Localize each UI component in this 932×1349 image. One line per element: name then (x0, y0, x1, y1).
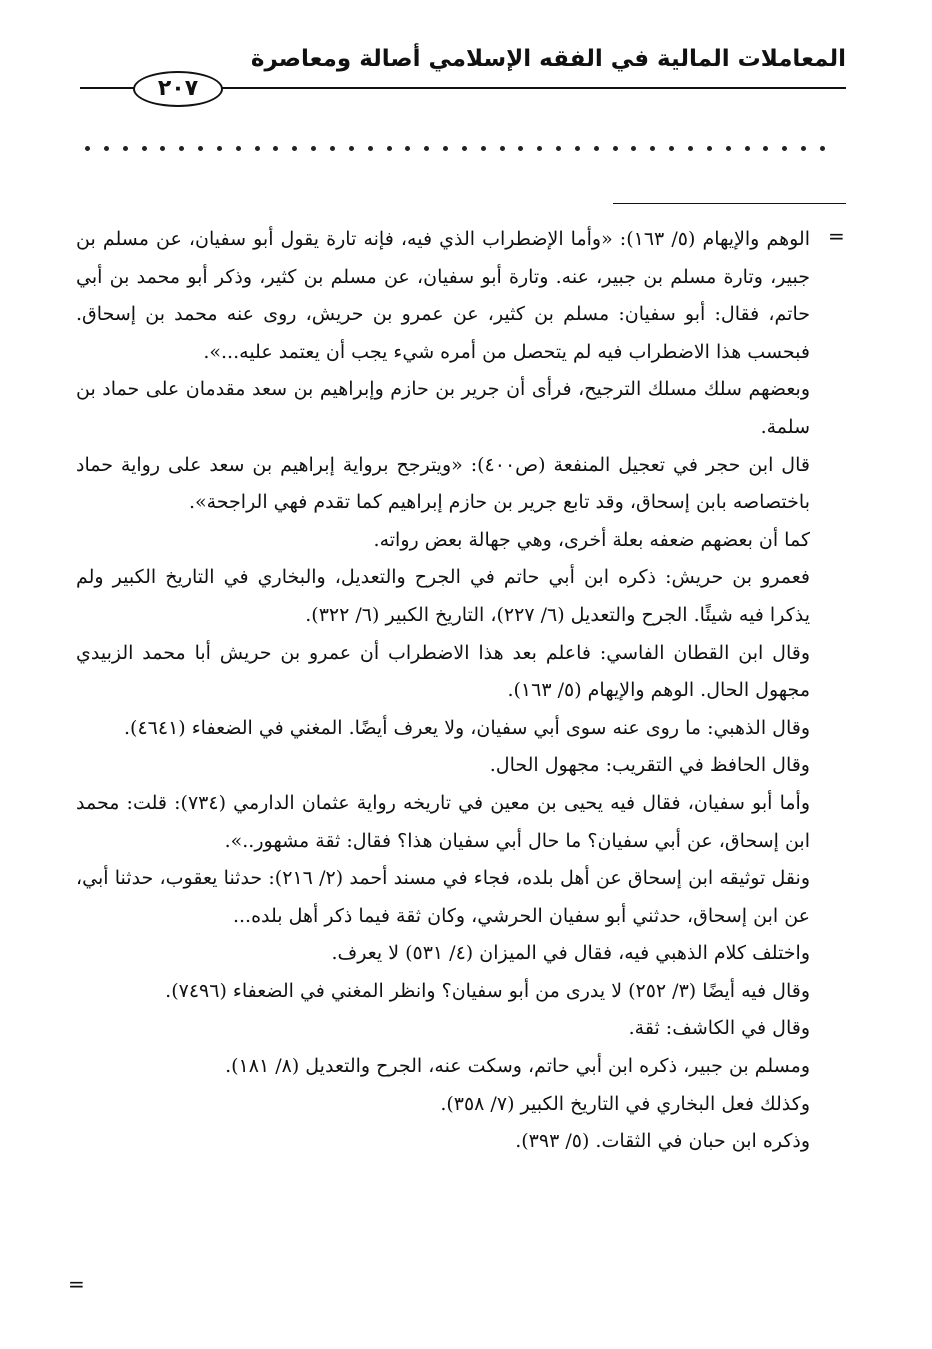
separator-dot (424, 146, 429, 151)
footnote-paragraph: ومسلم بن جبير، ذكره ابن أبي حاتم، وسكت عنه، الجرح والتعديل (٨/ ١٨١). (225, 1055, 810, 1078)
separator-dot (556, 146, 561, 151)
continuation-marker-bottom: = (68, 1272, 85, 1296)
separator-dot (726, 146, 731, 151)
separator-dot (405, 146, 410, 151)
footnote-paragraph: الوهم والإيهام (٥/ ١٦٣): «وأما الإضطراب الذي فيه، فإنه تارة يقول أبو سفيان، عن مسلم بن جبير، وتارة مسلم بن جبير، عنه. وتارة أبو سفيان، عن مسلم بن كثير، وذكر أبو محمد بن أبي حاتم، فقال: أبو سفيان: مسلم بن كثير، عن عمرو بن حريش، روى عنه محمد بن إسحاق. فبحسب هذا الاضطراب فيه لم يتحصل من أمره شيء يجب أن يعتمد عليه...». (76, 228, 810, 363)
separator-dot (236, 146, 241, 151)
footnote-paragraph: واختلف كلام الذهبي فيه، فقال في الميزان (٤/ ٥٣١) لا يعرف. (331, 942, 810, 965)
separator-dot (462, 146, 467, 151)
separator-dot (217, 146, 222, 151)
separator-dot (801, 146, 806, 151)
separator-dot (518, 146, 523, 151)
separator-dot (594, 146, 599, 151)
page-number: ٢٠٧ (133, 71, 223, 107)
separator-dot (650, 146, 655, 151)
separator-dot (349, 146, 354, 151)
separator-dot (273, 146, 278, 151)
separator-dot (537, 146, 542, 151)
footnote-body (76, 221, 810, 1161)
footnote-paragraph: وقال فيه أيضًا (٣/ ٢٥٢) لا يدرى من أبو سفيان؟ وانظر المغني في الضعفاء (٧٤٩٦). (165, 979, 810, 1002)
separator-dot (160, 146, 165, 151)
separator-dot (782, 146, 787, 151)
separator-dot (123, 146, 128, 151)
separator-dot (104, 146, 109, 151)
separator-dot (292, 146, 297, 151)
footnote-paragraph: وكذلك فعل البخاري في التاريخ الكبير (٧/ ٣٥٨). (440, 1092, 810, 1115)
footnote-paragraph: كما أن بعضهم ضعفه بعلة أخرى، وهي جهالة بعض رواته. (373, 528, 810, 551)
footnote-paragraph: وقال ابن القطان الفاسي: فاعلم بعد هذا الاضطراب أن عمرو بن حريش أبا محمد الزبيدي مجهول الحال. الوهم والإيهام (٥/ ١٦٣). (76, 641, 810, 702)
footnote-paragraph: وقال في الكاشف: ثقة. (628, 1017, 810, 1040)
separator-dot (669, 146, 674, 151)
separator-dot (85, 146, 90, 151)
footnote-paragraph: وأما أبو سفيان، فقال فيه يحيى بن معين في تاريخه رواية عثمان الدارمي (٧٣٤): قلت: محمد ابن إسحاق، عن أبي سفيان؟ ما حال أبي سفيان هذا؟ فقال: ثقة مشهور..». (76, 791, 810, 852)
footnote-paragraph: فعمرو بن حريش: ذكره ابن أبي حاتم في الجرح والتعديل، والبخاري في التاريخ الكبير ولم يذكرا فيه شيئًا. الجرح والتعديل (٦/ ٢٢٧)، التاريخ الكبير (٦/ ٣٢٢). (76, 566, 810, 626)
separator-dot (443, 146, 448, 151)
continuation-marker-top: = (828, 224, 845, 248)
separator-dot (198, 146, 203, 151)
footnote-paragraph: وذكره ابن حبان في الثقات. (٥/ ٣٩٣). (515, 1130, 810, 1153)
dotted-separator (85, 146, 825, 151)
footnote-paragraph: وقال الحافظ في التقريب: مجهول الحال. (489, 754, 810, 777)
footnote-paragraph: قال ابن حجر في تعجيل المنفعة (ص٤٠٠): «ويترجح برواية إبراهيم بن سعد على رواية حماد باختصاصه بابن إسحاق، وقد تابع جرير بن حازم إبراهيم كما تقدم فهي الراجحة». (76, 453, 810, 514)
separator-dot (311, 146, 316, 151)
separator-dot (142, 146, 147, 151)
separator-dot (763, 146, 768, 151)
separator-dot (179, 146, 184, 151)
separator-dot (820, 146, 825, 151)
footnote-paragraph: ونقل توثيقه ابن إسحاق عن أهل بلده، فجاء في مسند أحمد (٢/ ٢١٦): حدثنا يعقوب، حدثنا أبي، عن ابن إسحاق، حدثني أبو سفيان الحرشي، وكان ثقة فيما ذكر أهل بلده... (76, 867, 810, 927)
separator-dot (330, 146, 335, 151)
separator-dot (368, 146, 373, 151)
footnote-paragraph: وقال الذهبي: ما روى عنه سوى أبي سفيان، ولا يعرف أيضًا. المغني في الضعفاء (٤٦٤١). (124, 716, 810, 739)
separator-dot (745, 146, 750, 151)
separator-dot (500, 146, 505, 151)
separator-dot (707, 146, 712, 151)
footnote-paragraph: وبعضهم سلك مسلك الترجيح، فرأى أن جرير بن حازم وإبراهيم بن سعد مقدمان على حماد بن سلمة. (76, 378, 810, 438)
separator-dot (575, 146, 580, 151)
separator-dot (688, 146, 693, 151)
separator-dot (613, 146, 618, 151)
running-header-title: المعاملات المالية في الفقه الإسلامي أصالة ومعاصرة (250, 46, 846, 72)
separator-dot (255, 146, 260, 151)
separator-dot (481, 146, 486, 151)
separator-dot (631, 146, 636, 151)
separator-dot (387, 146, 392, 151)
footnote-rule (613, 203, 846, 204)
